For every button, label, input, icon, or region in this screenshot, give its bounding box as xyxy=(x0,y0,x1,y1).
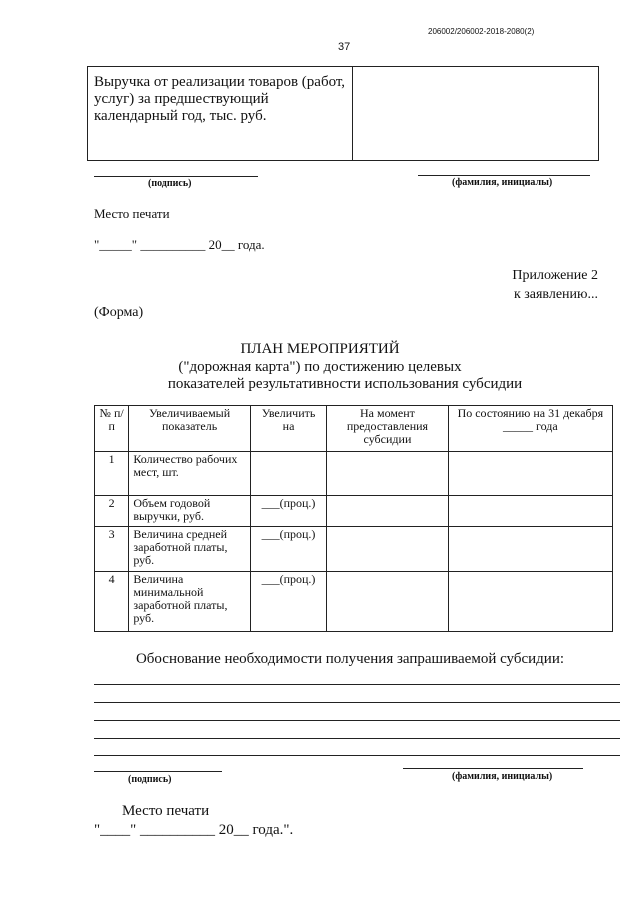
table-row xyxy=(95,452,613,496)
plan-subtitle-2: показателей результативности использования субсидии xyxy=(167,376,523,392)
seal-place-label: Место печати xyxy=(122,803,210,819)
plan-title: ПЛАН МЕРОПРИЯТИЙ xyxy=(240,341,400,357)
name-caption: (фамилия, инициалы) xyxy=(452,771,553,782)
justification-line[interactable] xyxy=(94,738,620,739)
row-moment-cell[interactable] xyxy=(327,527,449,572)
row-num: 2 xyxy=(95,496,129,527)
justification-line[interactable] xyxy=(94,755,620,756)
row-dec31-cell[interactable] xyxy=(448,496,612,527)
row-num: 1 xyxy=(95,452,129,496)
seal-place-label: Место печати xyxy=(94,206,170,221)
table-row xyxy=(95,572,613,632)
row-moment-cell[interactable] xyxy=(327,572,449,632)
signature-caption: (подпись) xyxy=(148,178,192,189)
row-num: 4 xyxy=(95,572,129,632)
header-increase: Увеличить на xyxy=(250,406,326,452)
signature-line[interactable] xyxy=(94,176,258,177)
row-dec31-cell[interactable] xyxy=(448,527,612,572)
signature-line[interactable] xyxy=(94,771,222,772)
appendix-reference: к заявлению... xyxy=(513,287,598,302)
form-label: (Форма) xyxy=(94,305,144,320)
row-increase[interactable]: ___(проц.) xyxy=(250,572,326,632)
row-increase[interactable]: ___(проц.) xyxy=(250,496,326,527)
row-indicator: Количество рабочих мест, шт. xyxy=(129,452,251,496)
header-indicator: Увеличиваемый показатель xyxy=(129,406,251,452)
appendix-label: Приложение 2 xyxy=(512,268,598,283)
date-line[interactable]: "____" __________ 20__ года.". xyxy=(94,822,294,838)
name-line[interactable] xyxy=(403,768,583,769)
header-dec31: По состоянию на 31 декабря _____ года xyxy=(448,406,612,452)
plan-subtitle-1: ("дорожная карта") по достижению целевых xyxy=(178,359,462,375)
header-num: № п/п xyxy=(95,406,129,452)
name-caption: (фамилия, инициалы) xyxy=(452,177,553,188)
document-id: 206002/206002-2018-2080(2) xyxy=(428,27,535,36)
row-increase[interactable] xyxy=(250,452,326,496)
page-number: 37 xyxy=(338,41,351,53)
plan-table xyxy=(94,405,613,632)
plan-header-row xyxy=(95,406,613,452)
signature-caption: (подпись) xyxy=(128,774,172,785)
row-num: 3 xyxy=(95,527,129,572)
table-row xyxy=(95,496,613,527)
row-dec31-cell[interactable] xyxy=(448,572,612,632)
justification-line[interactable] xyxy=(94,684,620,685)
row-indicator: Величина минимальной заработной платы, руб. xyxy=(129,572,251,632)
justification-line[interactable] xyxy=(94,720,620,721)
row-moment-cell[interactable] xyxy=(327,496,449,527)
table-row xyxy=(95,527,613,572)
name-line[interactable] xyxy=(418,175,590,176)
revenue-label: Выручка от реализации товаров (работ, услуг) за предшествующий календарный год, тыс. руб. xyxy=(88,67,353,161)
revenue-table xyxy=(87,66,599,161)
row-moment-cell[interactable] xyxy=(327,452,449,496)
row-increase[interactable]: ___(проц.) xyxy=(250,527,326,572)
row-indicator: Объем годовой выручки, руб. xyxy=(129,496,251,527)
header-moment: На момент предоставления субсидии xyxy=(327,406,449,452)
row-dec31-cell[interactable] xyxy=(448,452,612,496)
justification-line[interactable] xyxy=(94,702,620,703)
date-line[interactable]: "_____" __________ 20__ года. xyxy=(94,237,265,252)
row-indicator: Величина средней заработной платы, руб. xyxy=(129,527,251,572)
justification-title: Обоснование необходимости получения запрашиваемой субсидии: xyxy=(135,651,565,667)
revenue-value-cell[interactable] xyxy=(353,67,599,161)
